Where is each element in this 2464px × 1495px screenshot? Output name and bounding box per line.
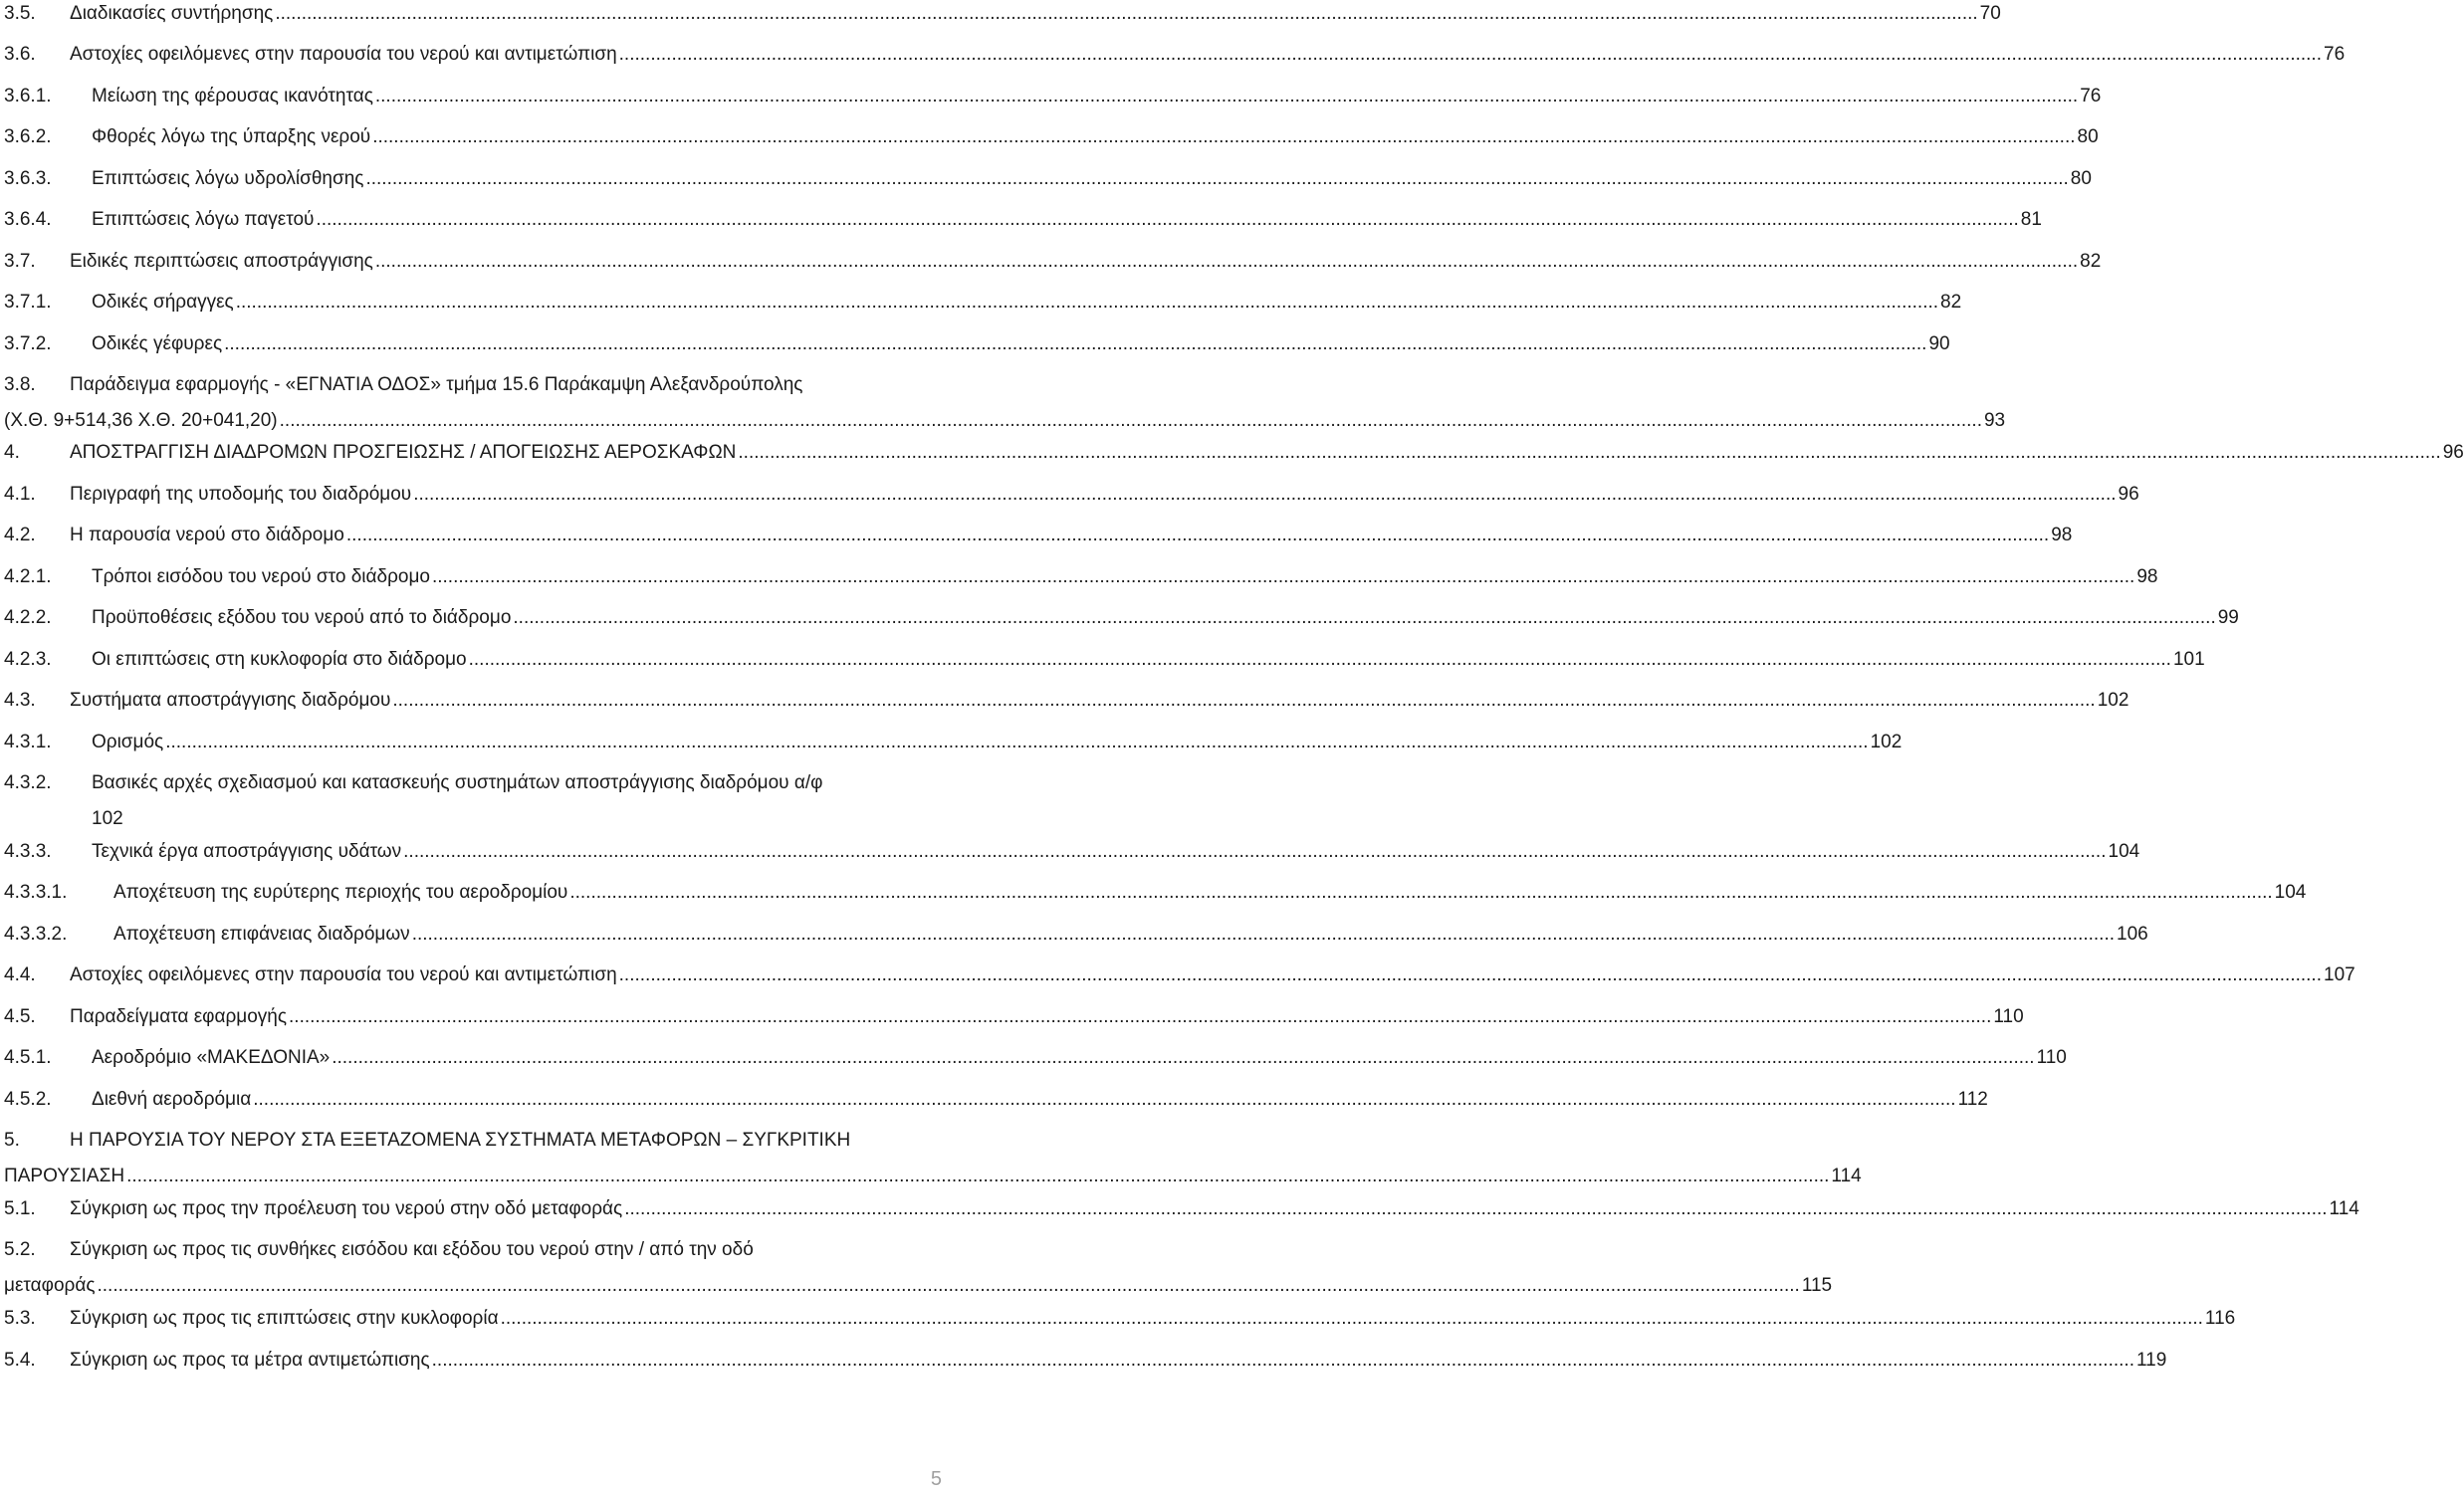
dot-leader — [253, 1086, 1955, 1114]
toc-entry[interactable] — [4, 0, 2001, 28]
toc-entry-title: Αποχέτευση της ευρύτερης περιοχής του αεροδρομίου — [113, 882, 568, 903]
dot-leader — [375, 248, 2078, 276]
toc-entry-number: 3.6.3. — [4, 168, 52, 189]
toc-entry-page: 114 — [1831, 1166, 1862, 1186]
toc-entry-number: 3.6.2. — [4, 126, 52, 147]
toc-entry-title: Οδικές γέφυρες — [92, 333, 223, 354]
page-number: 5 — [930, 1468, 942, 1490]
toc-entry-number: 3.6. — [4, 44, 36, 65]
toc-entry-title: Σύγκριση ως προς τις επιπτώσεις στην κυκλοφορία — [70, 1308, 499, 1329]
toc-entry-title: Οι επιπτώσεις στη κυκλοφορία στο διάδρομο — [92, 649, 467, 670]
toc-entry-title: Διαδικασίες συντήρησης — [70, 3, 274, 24]
toc-entry-title: Αστοχίες οφειλόμενες στην παρουσία του νερού και αντιμετώπιση — [70, 964, 617, 985]
toc-entry-title: Αποχέτευση επιφάνειας διαδρόμων — [113, 924, 410, 945]
toc-entry-page: 114 — [2329, 1198, 2359, 1219]
toc-entry-title: Μείωση της φέρουσας ικανότητας — [92, 86, 373, 107]
toc-entry[interactable] — [4, 563, 2158, 591]
dot-leader — [619, 41, 2322, 69]
toc-entry-page: 107 — [2324, 964, 2355, 985]
dot-leader — [738, 439, 2440, 467]
toc-entry-number: 5.3. — [4, 1308, 36, 1329]
toc-entry-page: 99 — [2217, 607, 2239, 628]
toc-entry-number: 4. — [4, 442, 20, 463]
dot-leader — [413, 481, 2116, 509]
toc-entry-number: 3.7.1. — [4, 292, 52, 313]
toc-entry-number: 4.3.3.2. — [4, 924, 68, 945]
dot-leader — [332, 1044, 2034, 1072]
toc-entry-page: 101 — [2172, 649, 2205, 670]
toc-entry[interactable] — [4, 1195, 2359, 1223]
toc-entry-number: 5.4. — [4, 1350, 36, 1371]
dot-leader — [392, 687, 2095, 715]
toc-entry-title: Σύγκριση ως προς τις συνθήκες εισόδου και εξόδου του νερού στην / από την οδό — [70, 1239, 754, 1260]
toc-entry[interactable] — [4, 481, 2139, 509]
toc-entry[interactable] — [4, 522, 2073, 549]
toc-entry[interactable] — [4, 1236, 1833, 1300]
toc-entry-page: 110 — [1993, 1006, 2024, 1027]
toc-entry-page: 115 — [1801, 1275, 1833, 1296]
toc-entry-number: 4.4. — [4, 964, 36, 985]
toc-entry-page: 104 — [2274, 882, 2307, 903]
toc-entry-page: 102 — [2097, 690, 2129, 711]
toc-entry[interactable] — [4, 1003, 2024, 1031]
toc-entry-number: 4.3.3.1. — [4, 882, 68, 903]
toc-entry-number: 4.2. — [4, 525, 36, 545]
dot-leader — [97, 1272, 1799, 1300]
toc-entry[interactable] — [4, 604, 2239, 632]
toc-entry-title: Επιπτώσεις λόγω υδρολίσθησης — [92, 168, 364, 189]
dot-leader — [501, 1305, 2203, 1333]
toc-entry-page: 80 — [2077, 126, 2099, 147]
dot-leader — [224, 330, 1926, 358]
toc-entry-number: 4.2.2. — [4, 607, 52, 628]
toc-entry[interactable] — [4, 165, 2092, 193]
toc-entry-page: 76 — [2324, 44, 2346, 65]
toc-entry-page: 98 — [2051, 525, 2073, 545]
toc-entry-number: 4.2.1. — [4, 566, 52, 587]
toc-entry-number: 4.5. — [4, 1006, 36, 1027]
dot-leader — [403, 838, 2106, 866]
toc-entry-title: Διεθνή αεροδρόμια — [92, 1089, 252, 1110]
dot-leader — [513, 604, 2215, 632]
dot-leader — [275, 0, 1977, 28]
toc-entry[interactable] — [4, 879, 2307, 907]
toc-entry[interactable] — [4, 83, 2102, 110]
toc-entry-title-continued: (Χ.Θ. 9+514,36 Χ.Θ. 20+041,20) — [4, 410, 278, 431]
toc-entry-title: Η ΠΑΡΟΥΣΙΑ ΤΟΥ ΝΕΡΟΥ ΣΤΑ ΕΞΕΤΑΖΟΜΕΝΑ ΣΥΣΤΗΜΑΤΑ ΜΕΤΑΦΟΡΩΝ – ΣΥΓΚΡΙΤΙΚΗ — [70, 1130, 851, 1151]
toc-entry-page: 112 — [1957, 1089, 1988, 1110]
toc-entry-page: 104 — [2108, 841, 2140, 862]
toc-entry-page: 81 — [2020, 209, 2042, 230]
dot-leader — [236, 289, 1938, 317]
toc-entry[interactable] — [4, 123, 2099, 151]
toc-entry-number: 3.7. — [4, 251, 36, 272]
toc-entry-title: Περιγραφή της υποδομής του διαδρόμου — [70, 484, 412, 505]
toc-entry-page: 110 — [2036, 1047, 2067, 1068]
dot-leader — [126, 1163, 1829, 1190]
dot-leader — [432, 1347, 2134, 1375]
toc-entry-title: Φθορές λόγω της ύπαρξης νερού — [92, 126, 371, 147]
toc-entry-page: 80 — [2070, 168, 2092, 189]
toc-entry-title-continued: ΠΑΡΟΥΣΙΑΣΗ — [4, 1166, 125, 1186]
toc-entry-number: 4.2.3. — [4, 649, 52, 670]
toc-entry-title-continued: 102 — [92, 808, 123, 829]
toc-entry-number: 5. — [4, 1130, 20, 1151]
toc-entry[interactable] — [4, 646, 2205, 674]
dot-leader — [165, 729, 1868, 756]
toc-entry-page: 70 — [1979, 3, 2001, 24]
toc-entry[interactable] — [4, 769, 916, 833]
toc-entry-page: 116 — [2204, 1308, 2236, 1329]
toc-entry-title: Ειδικές περιπτώσεις αποστράγγισης — [70, 251, 373, 272]
dot-leader — [469, 646, 2171, 674]
toc-entry-title: Αστοχίες οφειλόμενες στην παρουσία του νερού και αντιμετώπιση — [70, 44, 617, 65]
toc-entry-number: 4.5.2. — [4, 1089, 52, 1110]
toc-entry-title: Προϋποθέσεις εξόδου του νερού από το διάδρομο — [92, 607, 512, 628]
toc-entry[interactable] — [4, 289, 1962, 317]
dot-leader — [412, 921, 2115, 949]
dot-leader — [365, 165, 2068, 193]
dot-leader — [346, 522, 2049, 549]
toc-entry-title: Η παρουσία νερού στο διάδρομο — [70, 525, 344, 545]
toc-entry-title: Βασικές αρχές σχεδιασμού και κατασκευής συστημάτων αποστράγγισης διαδρόμου α/φ — [92, 772, 823, 793]
toc-entry-page: 119 — [2135, 1350, 2167, 1371]
dot-leader — [289, 1003, 1991, 1031]
toc-entry-page: 96 — [2118, 484, 2139, 505]
toc-entry-title: Αεροδρόμιο «ΜΑΚΕΔΟΝΙΑ» — [92, 1047, 331, 1068]
toc-entry-page: 76 — [2080, 86, 2102, 107]
toc-entry-title-continued: μεταφοράς — [4, 1275, 96, 1296]
toc-entry-number: 4.3. — [4, 690, 36, 711]
toc-entry-title: Επιπτώσεις λόγω παγετού — [92, 209, 315, 230]
toc-entry-page: 96 — [2442, 442, 2464, 463]
toc-entry[interactable] — [4, 206, 2042, 234]
toc-entry[interactable] — [4, 371, 2006, 435]
toc-entry-title: Συστήματα αποστράγγισης διαδρόμου — [70, 690, 391, 711]
dot-leader — [372, 123, 2075, 151]
toc-entry-title: Παραδείγματα εφαρμογής — [70, 1006, 288, 1027]
toc-entry-number: 4.5.1. — [4, 1047, 52, 1068]
toc-entry[interactable] — [4, 729, 1903, 756]
toc-entry[interactable] — [4, 41, 2346, 69]
toc-entry[interactable] — [4, 961, 2355, 989]
toc-entry-page: 93 — [1983, 410, 2006, 431]
toc-entry-number: 4.3.2. — [4, 772, 52, 793]
toc-entry-page: 82 — [2080, 251, 2102, 272]
toc-entry[interactable] — [4, 1086, 1988, 1114]
toc-entry-title: Οδικές σήραγγες — [92, 292, 234, 313]
toc-entry-number: 4.1. — [4, 484, 36, 505]
toc-entry-title: Ορισμός — [92, 732, 164, 752]
toc-entry-number: 3.6.4. — [4, 209, 52, 230]
toc-entry[interactable] — [4, 330, 1950, 358]
toc-entry-title: Τεχνικά έργα αποστράγγισης υδάτων — [92, 841, 402, 862]
toc-entry-number: 3.5. — [4, 3, 36, 24]
toc-entry-page: 106 — [2117, 924, 2148, 945]
toc-entry-title: Παράδειγμα εφαρμογής - «ΕΓΝΑΤΙΑ ΟΔΟΣ» τμήμα 15.6 Παράκαμψη Αλεξανδρούπολης — [70, 374, 803, 395]
toc-entry[interactable] — [4, 439, 2464, 467]
toc-entry[interactable] — [4, 921, 2148, 949]
toc-entry-number: 4.3.3. — [4, 841, 52, 862]
toc-entry-page: 82 — [1940, 292, 1962, 313]
toc-entry-number: 4.3.1. — [4, 732, 52, 752]
toc-entry-page: 90 — [1928, 333, 1950, 354]
toc-entry-page: 102 — [1870, 732, 1903, 752]
toc-entry-number: 3.8. — [4, 374, 36, 395]
dot-leader — [619, 961, 2322, 989]
toc-entry-number: 3.6.1. — [4, 86, 52, 107]
toc-entry-title: Σύγκριση ως προς τα μέτρα αντιμετώπισης — [70, 1350, 430, 1371]
dot-leader — [432, 563, 2134, 591]
toc-entry-number: 3.7.2. — [4, 333, 52, 354]
toc-entry[interactable] — [4, 838, 2140, 866]
toc-entry-number: 5.1. — [4, 1198, 36, 1219]
toc-entry-title: ΑΠΟΣΤΡΑΓΓΙΣΗ ΔΙΑΔΡΟΜΩΝ ΠΡΟΣΓΕΙΩΣΗΣ / ΑΠΟΓΕΙΩΣΗΣ ΑΕΡΟΣΚΑΦΩΝ — [70, 442, 737, 463]
toc-entry-page: 98 — [2136, 566, 2158, 587]
toc-entry-title: Σύγκριση ως προς την προέλευση του νερού στην οδό μεταφοράς — [70, 1198, 623, 1219]
toc-entry[interactable] — [4, 1347, 2167, 1375]
toc-entry[interactable] — [4, 1044, 2067, 1072]
toc-entry[interactable] — [4, 1127, 1862, 1190]
dot-leader — [375, 83, 2078, 110]
dot-leader — [316, 206, 2018, 234]
toc-entry-number: 5.2. — [4, 1239, 36, 1260]
toc-entry-title: Τρόποι εισόδου του νερού στο διάδρομο — [92, 566, 430, 587]
dot-leader — [624, 1195, 2327, 1223]
dot-leader — [569, 879, 2272, 907]
toc-entry[interactable] — [4, 248, 2102, 276]
toc-entry[interactable] — [4, 687, 2129, 715]
dot-leader — [280, 407, 1982, 435]
toc-entry[interactable] — [4, 1305, 2236, 1333]
